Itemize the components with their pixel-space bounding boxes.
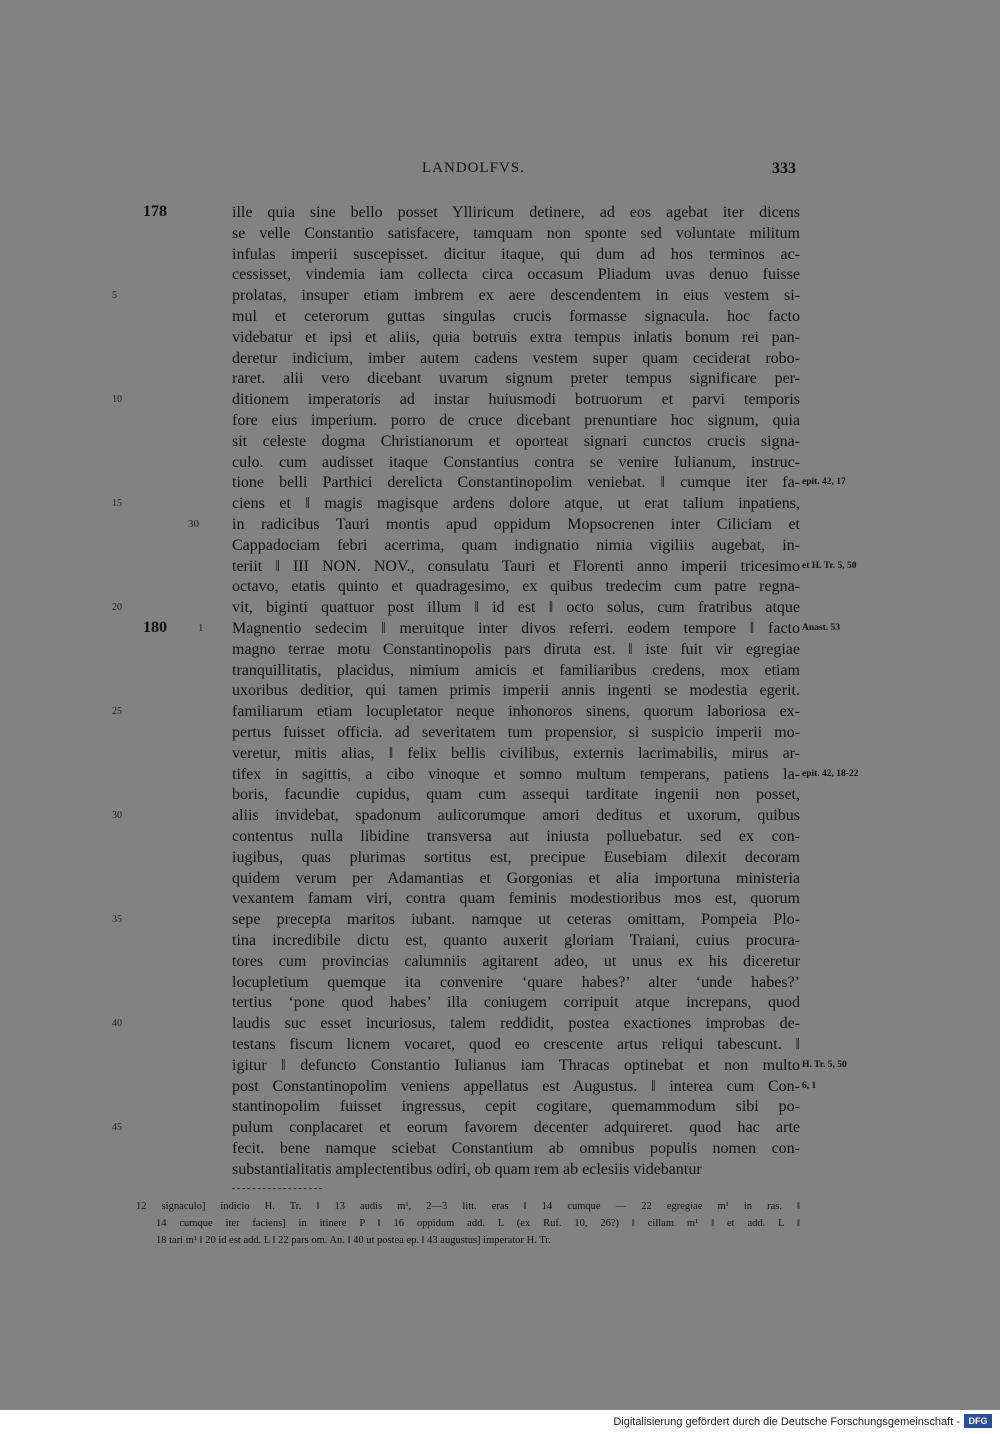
- apparatus-line: 14 cumque iter faciens] in itinere P ‖ 16 oppidum add. L (ex Ruf. 10, 26?) ‖ cillam m¹ ‖ et add. L ‖: [156, 1218, 800, 1229]
- text-line: fecit. bene namque sciebat Constantium ab omnibus populis nomen con-: [232, 1140, 800, 1157]
- text-line: culo. cum audisset itaque Constantius contra se venire Iulianum, instruc-: [232, 453, 800, 471]
- page-number: 333: [772, 160, 796, 177]
- text-line: substantialitatis amplectentibus odiri, ob quam rem ab eclesiis videbantur: [232, 1160, 702, 1178]
- source-reference: 6, 1: [802, 1080, 817, 1091]
- text-line: iugibus, quas plurimas sortitus est, precipue Eusebiam dilexit decoram: [232, 848, 800, 866]
- line-number: 15: [112, 498, 122, 510]
- text-line: tertius ‘pone quod habes’ illa coniugem corripuit atque increpans, quod: [232, 994, 800, 1012]
- running-head-title: LANDOLFVS.: [422, 160, 525, 176]
- text-line: uxoribus deditior, qui tamen primis imperii annis ingenti se modestia egerit.: [232, 682, 800, 700]
- text-line: vexantem famam viri, contra quam feminis modestioribus mos est, quorum: [232, 890, 800, 908]
- text-line: testans fiscum licnem vocaret, quod eo crescente artus reliqui tabescunt. ‖: [232, 1036, 800, 1053]
- footer-text: Digitalisierung gefördert durch die Deutsche Forschungsgemeinschaft -: [613, 1416, 960, 1428]
- apparatus-separator: [232, 1188, 322, 1190]
- text-line: boris, facundie cupidus, quam cum assequi tarditate ingenii non posset,: [232, 786, 800, 804]
- line-number: 20: [112, 602, 122, 614]
- text-line: tores cum provincias calumniis agitarent adeo, ut unus ex his diceretur: [232, 952, 800, 970]
- line-number: 10: [112, 394, 122, 406]
- text-line: vit, biginti quattuor post illum ‖ id est ‖ octo solus, cum fratribus atque: [232, 599, 800, 617]
- footer-bar: [0, 1410, 1000, 1434]
- text-line: tifex in sagittis, a cibo vinoque et somno multum temperans, patiens la-: [232, 765, 800, 783]
- source-reference: epit. 42, 18-22: [802, 768, 859, 779]
- text-line: teriit ‖ III NON. NOV., consulatu Tauri et Florenti anno imperii tricesimo: [232, 557, 800, 575]
- dfg-logo: DFG: [964, 1414, 992, 1428]
- source-reference: H. Tr. 5, 50: [802, 1059, 847, 1070]
- text-line: videbatur et ipsi et aliis, quia botruis extra tempus inlatis bonum rei pan-: [232, 328, 800, 346]
- text-line: veretur, mitis alias, ‖ felix bellis civilibus, externis lacrimabilis, mirus ar-: [232, 744, 800, 762]
- text-line: ciens et ‖ magis magisque ardens dolore atque, ut erat talium inpatiens,: [232, 495, 800, 513]
- text-line: tione belli Parthici derelicta Constantinopolim veniebat. ‖ cumque iter fa-: [232, 474, 800, 492]
- text-line: ille quia sine bello posset Ylliricum detinere, ad eos agebat iter dicens: [232, 204, 800, 221]
- line-number: 30: [112, 810, 122, 822]
- text-line: magno terrae motu Constantinopolis pars diruta est. ‖ iste fuit vir egregiae: [232, 640, 800, 658]
- text-line: prolatas, insuper etiam imbrem ex aere descendentem in eius vestem si-: [232, 287, 800, 305]
- running-head: [0, 160, 1000, 184]
- text-line: cessisset, vindemia iam collecta circa occasum Pliadum uvas denuo fuisse: [232, 266, 800, 284]
- chapter-number: 180: [143, 619, 167, 636]
- text-line: tina incredibile dictu est, quanto auxerit gloriam Traiani, cuius procura-: [232, 932, 800, 949]
- text-line: familiarum etiam locupletator neque inhonoros sinens, quorum laboriosa ex-: [232, 703, 800, 721]
- text-line: Magnentio sedecim ‖ meruitque inter divos referri. eodem tempore ‖ facto: [232, 620, 800, 637]
- text-line: ditionem imperatoris ad instar huiusmodi botruorum et parvi temporis: [232, 391, 800, 409]
- text-line: tranquillitatis, placidus, nimium amicis et familiaribus credens, mox etiam: [232, 661, 800, 679]
- source-reference: epit. 42, 17: [802, 477, 846, 488]
- text-line: infulas imperii suscepisset. dicitur itaque, qui dum ad hos terminos ac-: [232, 245, 800, 263]
- text-line: octavo, etatis quinto et quadragesimo, ex quibus tredecim cum patre regna-: [232, 578, 800, 596]
- text-line: aliis invidebat, spadonum aulicorumque amori deditus et uxorum, quibus: [232, 807, 800, 825]
- text-line: deretur indicium, imber autem cadens vestem super quam ceciderat robo-: [232, 349, 800, 367]
- text-line: igitur ‖ defuncto Constantio Iulianus iam Thracas optinebat et non multo: [232, 1056, 800, 1074]
- line-number: 25: [112, 706, 122, 718]
- text-line: laudis suc esset incuriosus, talem reddidit, postea exactiones improbas de-: [232, 1015, 800, 1033]
- text-line: fore eius imperium. porro de cruce dicebant prenuntiare hoc signum, quia: [232, 412, 800, 429]
- text-line: mul et ceterorum guttas singulas crucis formasse signacula. hoc facto: [232, 308, 800, 325]
- text-line: post Constantinopolim veniens appellatus est Augustus. ‖ interea cum Con-: [232, 1077, 800, 1095]
- line-number: 35: [112, 914, 122, 926]
- text-line: sit celeste dogma Christianorum et oporteat signari cunctos crucis signa-: [232, 432, 800, 450]
- text-line: locupletium quemque ita convenire ‘quare habes?’ alter ‘unde habes?’: [232, 973, 800, 991]
- line-number: 45: [112, 1122, 122, 1134]
- inner-number: 30: [188, 518, 199, 530]
- inner-number: 1: [198, 622, 204, 634]
- text-line: quidem verum per Adamantias et Gorgonias et alia importuna ministeria: [232, 869, 800, 887]
- text-line: sepe precepta maritos iubant. namque ut ceteras omittam, Pompeia Plo-: [232, 911, 800, 929]
- text-line: Cappadociam febri acerrima, quam indignatio nimia vigiliis augebat, in-: [232, 536, 800, 554]
- line-number: 40: [112, 1018, 122, 1030]
- text-line: contentus nulla libidine transversa aut iniusta polluebatur. sed ex con-: [232, 828, 800, 845]
- apparatus-line: 18 tari m¹ ‖ 20 id est add. L ‖ 22 pars om. An. ‖ 40 ut postea ep. ‖ 43 augustus] imperator H. Tr.: [156, 1235, 551, 1246]
- text-line: pertus fuisset officia. ad severitatem tum propensior, si suspicio imperii mo-: [232, 724, 800, 741]
- line-number: 5: [112, 290, 117, 302]
- text-line: se velle Constantio satisfacere, tamquam non sponte sed voluntate militum: [232, 224, 800, 242]
- text-line: raret. alii vero dicebant uvarum signum preter tempus significare per-: [232, 370, 800, 388]
- text-line: stantinopolim fuisset ingressus, cepit cogitare, quemammodum sibi po-: [232, 1098, 800, 1116]
- text-line: in radicibus Tauri montis apud oppidum Mopsocrenen inter Ciliciam et: [232, 516, 800, 533]
- source-reference: Anast. 53: [802, 623, 841, 633]
- chapter-number: 178: [143, 203, 167, 220]
- apparatus-line: 12 signaculo] indicio H. Tr. ‖ 13 audis m¹, 2—3 litt. eras ‖ 14 cumque — 22 egregiae m¹ in ras. ‖: [136, 1201, 800, 1212]
- source-reference: et H. Tr. 5, 50: [802, 560, 857, 571]
- text-line: pulum conplacaret et eorum favorem decenter adquireret. quod hac arte: [232, 1119, 800, 1137]
